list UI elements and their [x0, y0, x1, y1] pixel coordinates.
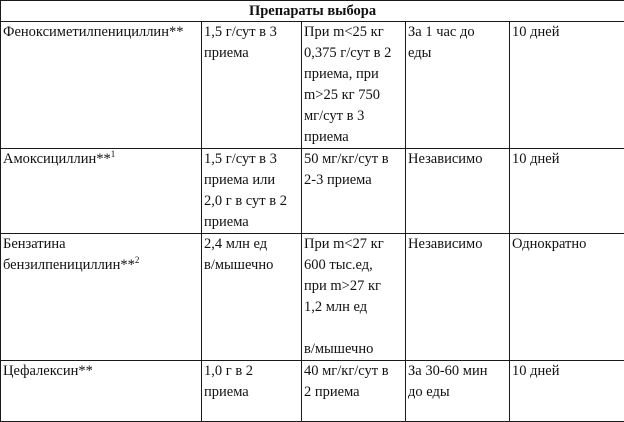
timing-cell	[406, 22, 510, 149]
drug-name: бензилпенициллин**	[3, 257, 135, 273]
cell-line: приема	[204, 382, 300, 403]
cell-line: За 30-60 мин	[408, 361, 508, 382]
cell-line: при m>27 кг	[304, 276, 404, 297]
cell-line: приема, при	[304, 64, 404, 85]
drug-name-cell	[1, 234, 202, 361]
cell-line: При m<27 кг	[304, 234, 404, 255]
cell-line: в/мышечно	[204, 255, 300, 276]
cell-line: приема	[204, 212, 300, 233]
cell-line: 10 дней	[512, 361, 623, 382]
blank-line	[304, 318, 404, 339]
timing-cell	[406, 149, 510, 234]
footnote-marker: 1	[111, 149, 116, 159]
cell-line: 50 мг/кг/сут в	[304, 149, 404, 170]
drug-name: Цефалексин**	[3, 363, 93, 379]
timing-cell	[406, 361, 510, 422]
child-dose-cell	[302, 361, 406, 422]
drug-name-line: Бензатина	[3, 234, 200, 255]
adult-dose-cell	[202, 234, 302, 361]
table-row	[1, 361, 624, 422]
cell-line: m>25 кг 750	[304, 85, 404, 106]
cell-line: 2,4 млн ед	[204, 234, 300, 255]
cell-line: приема	[304, 127, 404, 148]
child-dose-cell	[302, 149, 406, 234]
cell-line: 1,5 г/сут в 3	[204, 22, 300, 43]
drug-name: Амоксициллин**	[3, 151, 111, 167]
child-dose-cell	[302, 22, 406, 149]
cell-line: 2-3 приема	[304, 170, 404, 191]
cell-line: Независимо	[408, 149, 508, 170]
cell-line: За 1 час до	[408, 22, 508, 43]
child-dose-cell	[302, 234, 406, 361]
cell-line: 40 мг/кг/сут в	[304, 361, 404, 382]
cell-line: мг/сут в 3	[304, 106, 404, 127]
adult-dose-cell	[202, 22, 302, 149]
cell-line: 10 дней	[512, 22, 623, 43]
cell-line: до еды	[408, 382, 508, 403]
cell-line: 1,5 г/сут в 3	[204, 149, 300, 170]
table-row	[1, 22, 624, 149]
cell-line: еды	[408, 43, 508, 64]
drug-name-cell	[1, 361, 202, 422]
cell-line: 600 тыс.ед,	[304, 255, 404, 276]
cell-line: 0,375 г/сут в 2	[304, 43, 404, 64]
cell-line: 2 приема	[304, 382, 404, 403]
drug-name-line	[3, 255, 200, 276]
cell-line: приема или	[204, 170, 300, 191]
cell-line: в/мышечно	[304, 339, 404, 360]
drug-name-cell	[1, 149, 202, 234]
duration-cell	[510, 234, 624, 361]
table-header: Препараты выбора	[1, 1, 624, 22]
duration-cell	[510, 361, 624, 422]
drug-name: Феноксиметилпенициллин**	[3, 24, 183, 40]
cell-line: Однократно	[512, 234, 623, 255]
duration-cell	[510, 22, 624, 149]
table-row	[1, 149, 624, 234]
cell-line: 10 дней	[512, 149, 623, 170]
drug-name-cell	[1, 22, 202, 149]
duration-cell	[510, 149, 624, 234]
cell-line: Независимо	[408, 234, 508, 255]
cell-line: 2,0 г в сут в 2	[204, 191, 300, 212]
cell-line: 1,0 г в 2	[204, 361, 300, 382]
table-header-row	[1, 1, 624, 22]
timing-cell	[406, 234, 510, 361]
adult-dose-cell	[202, 149, 302, 234]
cell-line: 1,2 млн ед	[304, 297, 404, 318]
adult-dose-cell	[202, 361, 302, 422]
table-row	[1, 234, 624, 361]
footnote-marker: 2	[135, 255, 140, 265]
cell-line: При m<25 кг	[304, 22, 404, 43]
cell-line: приема	[204, 43, 300, 64]
